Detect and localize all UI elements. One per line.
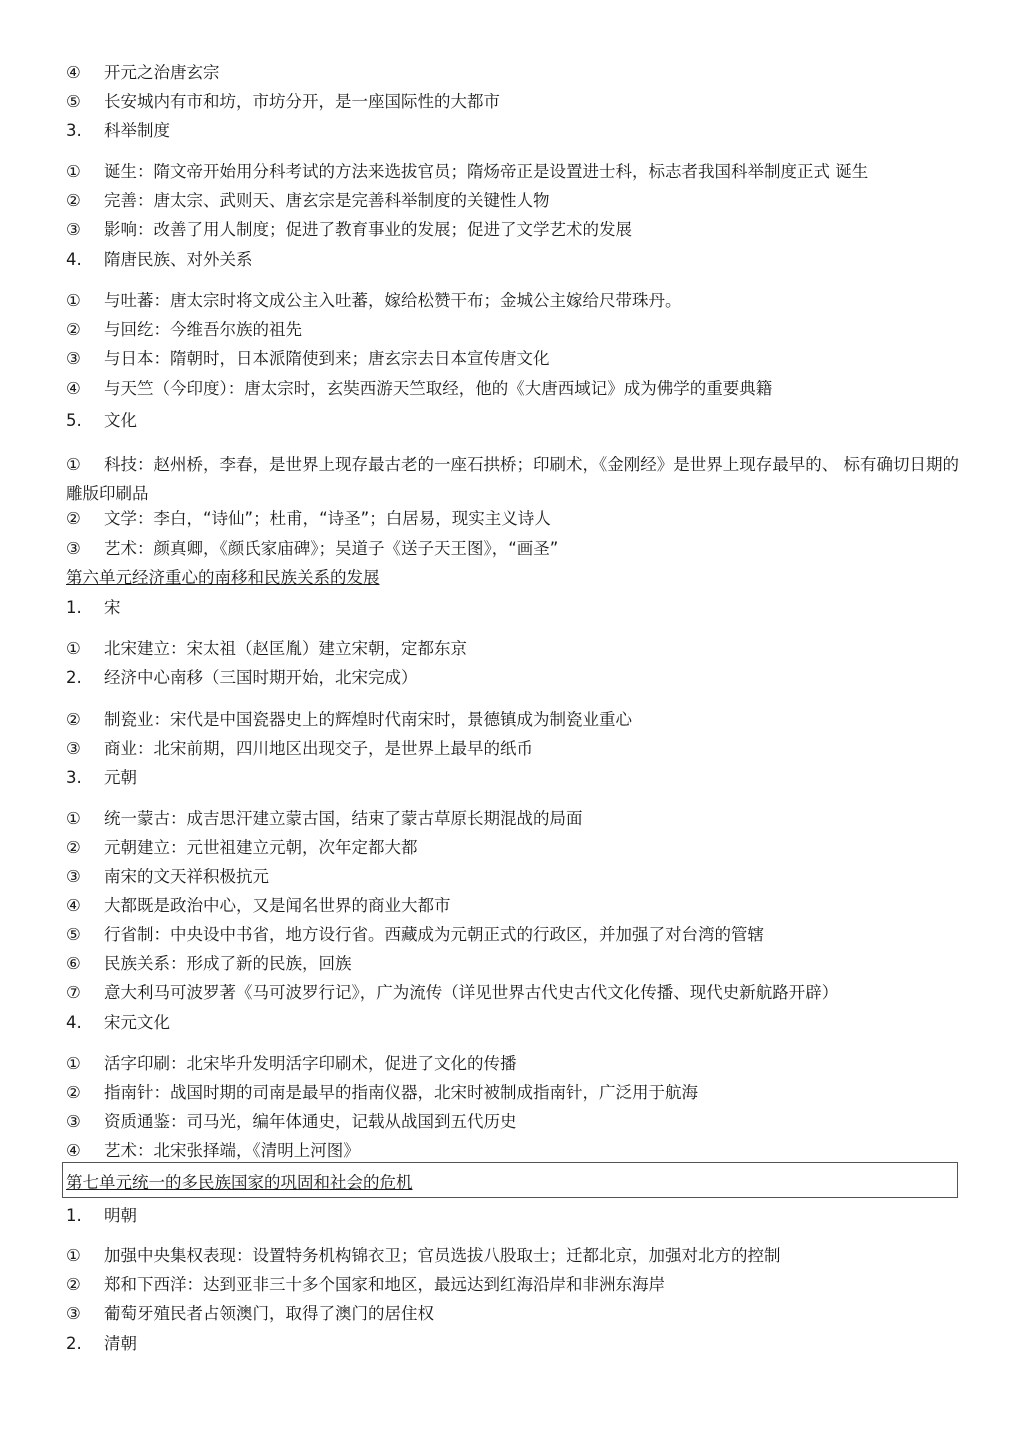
list-marker: ⑦ [66,983,81,1002]
list-text: 文学：李白，“诗仙”；杜甫，“诗圣”；白居易，现实主义诗人 [104,509,551,528]
list-text: 明朝 [104,1206,137,1225]
unit-title: 第七单元统一的多民族国家的巩固和社会的危机 [66,1173,413,1192]
list-text: 与回纥：今维吾尔族的祖先 [104,320,302,339]
list-marker: ② [66,838,81,857]
list-text: 完善：唐太宗、武则天、唐玄宗是完善科举制度的关键性人物 [104,191,550,210]
list-text: 宋 [104,598,121,617]
list-text: 民族关系：形成了新的民族，回族 [104,954,352,973]
list-text: 经济中心南移（三国时期开始，北宋完成） [104,668,418,687]
list-text: 开元之治唐玄宗 [104,63,220,82]
list-text: 艺术：北宋张择端，《清明上河图》 [104,1141,360,1160]
list-text: 统一蒙古：成吉思汗建立蒙古国，结束了蒙古草原长期混战的局面 [104,809,583,828]
unit-title: 第六单元经济重心的南移和民族关系的发展 [66,568,380,587]
list-text: 元朝 [104,768,137,787]
list-marker: ② [66,1275,81,1294]
list-text: 指南针：战国时期的司南是最早的指南仪器，北宋时被制成指南针，广泛用于航海 [104,1083,698,1102]
list-marker: ② [66,191,81,210]
list-marker: ② [66,1083,81,1102]
unit-title-box [62,1162,958,1198]
list-marker: ① [66,162,81,181]
list-text: 宋元文化 [104,1013,170,1032]
list-marker: ① [66,1246,81,1265]
list-text: 与日本：隋朝时，日本派隋使到来；唐玄宗去日本宣传唐文化 [104,349,550,368]
list-text: 科举制度 [104,121,170,140]
list-text: 影响：改善了用人制度；促进了教育事业的发展；促进了文学艺术的发展 [104,220,632,239]
list-marker: ⑥ [66,954,81,973]
list-marker: 1. [66,598,82,617]
list-text: 加强中央集权表现：设置特务机构锦衣卫；官员选拔八股取士；迁都北京，加强对北方的控制 [104,1246,781,1265]
list-marker: ① [66,1054,81,1073]
list-marker: ③ [66,349,81,368]
list-text: 北宋建立：宋太祖（赵匡胤）建立宋朝，定都东京 [104,639,467,658]
list-text: 长安城内有市和坊，市坊分开，是一座国际性的大都市 [104,92,500,111]
list-marker: 5. [66,411,82,430]
list-marker: ④ [66,896,81,915]
list-marker: ③ [66,539,81,558]
list-item-wrapped [66,450,959,508]
list-text: 艺术：颜真卿，《颜氏家庙碑》；吴道子《送子天王图》，“画圣” [104,539,559,558]
list-text: 商业：北宋前期，四川地区出现交子，是世界上最早的纸币 [104,739,533,758]
list-marker: ⑤ [66,925,81,944]
list-text: 葡萄牙殖民者占领澳门，取得了澳门的居住权 [104,1304,434,1323]
list-marker: 3. [66,121,82,140]
list-marker: 2. [66,1334,82,1353]
list-text: 郑和下西洋：达到亚非三十多个国家和地区，最远达到红海沿岸和非洲东海岸 [104,1275,665,1294]
list-text: 清朝 [104,1334,137,1353]
list-marker: 4. [66,1013,82,1032]
list-marker: ③ [66,1112,81,1131]
list-text: 大都既是政治中心，又是闻名世界的商业大都市 [104,896,451,915]
list-marker: ② [66,710,81,729]
list-marker: ③ [66,1304,81,1323]
list-text: 科技：赵州桥，李春，是世界上现存最古老的一座石拱桥；印刷术，《金刚经》是世界上现存最早的、 标有确切日期的雕版印刷品 [66,455,959,503]
list-marker: ⑤ [66,92,81,111]
list-marker: ② [66,509,81,528]
list-text: 文化 [104,411,137,430]
list-text: 行省制：中央设中书省，地方设行省。西藏成为元朝正式的行政区，并加强了对台湾的管辖 [104,925,764,944]
list-text: 活字印刷：北宋毕升发明活字印刷术，促进了文化的传播 [104,1054,517,1073]
list-marker: 2. [66,668,82,687]
list-marker: ④ [66,1141,81,1160]
list-marker: ① [66,455,81,474]
list-text: 隋唐民族、对外关系 [104,250,253,269]
list-text: 元朝建立：元世祖建立元朝，次年定都大都 [104,838,418,857]
list-text: 意大利马可波罗著《马可波罗行记》，广为流传（详见世界古代史古代文化传播、现代史新航路开辟） [104,983,839,1002]
list-text: 与吐蕃：唐太宗时将文成公主入吐蕃，嫁给松赞干布；金城公主嫁给尺带珠丹。 [104,291,682,310]
list-marker: ③ [66,220,81,239]
list-marker: ② [66,320,81,339]
list-marker: ① [66,291,81,310]
list-text: 资质通鉴：司马光，编年体通史，记载从战国到五代历史 [104,1112,517,1131]
list-text: 制瓷业：宋代是中国瓷器史上的辉煌时代南宋时，景德镇成为制瓷业重心 [104,710,632,729]
list-marker: ③ [66,867,81,886]
list-marker: ① [66,639,81,658]
list-marker: ① [66,809,81,828]
list-marker: ④ [66,379,81,398]
list-marker: 1. [66,1206,82,1225]
list-text: 诞生：隋文帝开始用分科考试的方法来选拔官员；隋炀帝正是设置进士科，标志者我国科举制度正式 诞生 [104,162,869,181]
list-marker: ④ [66,63,81,82]
list-marker: 3. [66,768,82,787]
list-marker: ③ [66,739,81,758]
list-text: 与天竺（今印度）：唐太宗时，玄奘西游天竺取经，他的《大唐西域记》成为佛学的重要典籍 [104,379,773,398]
list-marker: 4. [66,250,82,269]
list-text: 南宋的文天祥积极抗元 [104,867,269,886]
